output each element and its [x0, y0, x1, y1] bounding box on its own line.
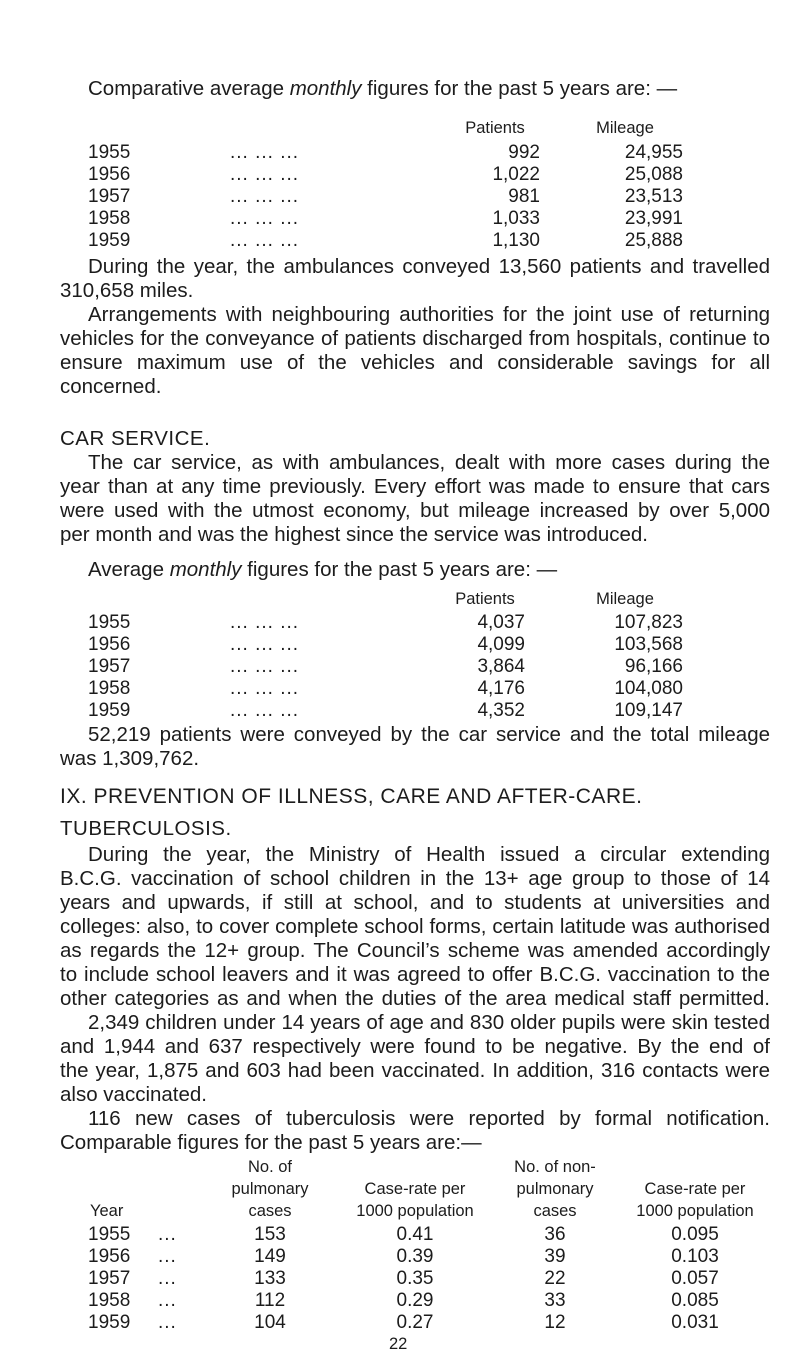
table-cell-rate: 0.031	[671, 1312, 719, 1333]
intro-emphasis: monthly	[169, 558, 242, 581]
paragraph-line: the year, 1,875 and 603 had been vaccinated. In addition, 316 contacts were	[60, 1059, 770, 1082]
paragraph-line: years and upwards, if still at school, and to students at universities and	[60, 891, 770, 914]
tuberculosis-heading: TUBERCULOSIS.	[60, 817, 232, 840]
table-cell-rate: 0.39	[396, 1246, 434, 1267]
table-cell-rate: 0.41	[396, 1224, 434, 1245]
header-non-pulmonary: cases	[533, 1202, 577, 1220]
table-cell-patients: 1,130	[492, 230, 540, 251]
header-case-rate: Case-rate per	[644, 1180, 746, 1198]
table-cell-non-pulmonary: 36	[544, 1224, 566, 1245]
leader-dots: ...	[158, 1268, 177, 1289]
paragraph-line: concerned.	[60, 375, 162, 398]
leader-dots: ... ... ...	[230, 700, 300, 721]
table-cell-year: 1958	[88, 1290, 131, 1311]
table-cell-patients: 3,864	[477, 656, 525, 677]
table-cell-mileage: 23,991	[624, 208, 683, 229]
paragraph-line: also vaccinated.	[60, 1083, 208, 1106]
table-cell-year: 1959	[88, 230, 131, 251]
table-cell-year: 1956	[88, 164, 131, 185]
paragraph-line: During the year, the ambulances conveyed 13,560 patients and travelled	[88, 255, 770, 278]
header-case-rate: Case-rate per	[364, 1180, 466, 1198]
table-cell-mileage: 96,166	[624, 656, 683, 677]
paragraph-line: During the year, the Ministry of Health issued a circular extending	[88, 843, 770, 866]
intro-emphasis: monthly	[289, 77, 362, 100]
header-pulmonary: No. of	[247, 1158, 293, 1176]
paragraph-line: year than at any time previously. Every effort was made to ensure that cars	[60, 475, 770, 498]
section-heading: IX. PREVENTION OF ILLNESS, CARE AND AFTER-CARE.	[60, 785, 643, 808]
table-cell-pulmonary: 112	[254, 1290, 286, 1311]
leader-dots: ... ... ...	[230, 142, 300, 163]
car-table-intro	[88, 558, 557, 582]
table-cell-pulmonary: 133	[254, 1268, 286, 1289]
ambulance-col-mileage: Mileage	[596, 119, 654, 137]
leader-dots: ...	[158, 1312, 177, 1333]
table-cell-patients: 1,022	[492, 164, 540, 185]
table-cell-pulmonary: 153	[254, 1224, 286, 1245]
table-cell-pulmonary: 149	[254, 1246, 286, 1267]
intro-text: Comparative average	[88, 77, 290, 100]
header-pulmonary: pulmonary	[231, 1180, 309, 1198]
paragraph-line: vehicles for the conveyance of patients discharged from hospitals, continue to	[60, 327, 770, 350]
leader-dots: ... ... ...	[230, 678, 300, 699]
leader-dots: ... ... ...	[230, 612, 300, 633]
car-col-patients: Patients	[455, 590, 515, 608]
intro-text: figures for the past 5 years are: —	[361, 77, 678, 100]
paragraph-line: Comparable figures for the past 5 years are:—	[60, 1131, 482, 1154]
table-cell-mileage: 109,147	[614, 700, 683, 721]
paragraph-line: ensure maximum use of the vehicles and considerable savings for all	[60, 351, 770, 374]
intro-text: Average	[88, 558, 170, 581]
table-cell-patients: 1,033	[492, 208, 540, 229]
leader-dots: ... ... ...	[230, 186, 300, 207]
table-cell-year: 1956	[88, 634, 131, 655]
paragraph-line: colleges: also, to cover complete school forms, certain latitude was authorised	[60, 915, 770, 938]
table-cell-non-pulmonary: 33	[544, 1290, 566, 1311]
table-cell-mileage: 25,888	[624, 230, 683, 251]
header-case-rate: 1000 population	[636, 1202, 754, 1220]
paragraph-line: to include school leavers and it was agreed to offer B.C.G. vaccination to the	[60, 963, 770, 986]
table-cell-year: 1957	[88, 186, 131, 207]
table-cell-rate: 0.35	[396, 1268, 434, 1289]
ambulance-table-intro	[88, 77, 677, 101]
leader-dots: ... ... ...	[230, 230, 300, 251]
table-cell-year: 1955	[88, 1224, 131, 1245]
table-cell-patients: 4,352	[477, 700, 525, 721]
paragraph-line: other categories as and when the duties of the area medical staff permitted.	[60, 987, 770, 1010]
table-cell-year: 1958	[88, 208, 131, 229]
paragraph-line: Arrangements with neighbouring authorities for the joint use of returning	[88, 303, 770, 326]
leader-dots: ... ... ...	[230, 634, 300, 655]
table-cell-mileage: 103,568	[614, 634, 683, 655]
leader-dots: ... ... ...	[230, 208, 300, 229]
leader-dots: ...	[158, 1246, 177, 1267]
header-non-pulmonary: pulmonary	[516, 1180, 594, 1198]
leader-dots: ... ... ...	[230, 164, 300, 185]
car-service-heading: CAR SERVICE.	[60, 427, 211, 450]
table-cell-non-pulmonary: 22	[544, 1268, 566, 1289]
paragraph-line: 2,349 children under 14 years of age and 830 older pupils were skin tested	[88, 1011, 770, 1034]
header-non-pulmonary: No. of non-	[514, 1158, 596, 1176]
leader-dots: ...	[158, 1224, 177, 1245]
table-cell-year: 1959	[88, 1312, 131, 1333]
leader-dots: ...	[158, 1290, 177, 1311]
paragraph-line: 116 new cases of tuberculosis were reported by formal notification.	[88, 1107, 770, 1130]
table-cell-rate: 0.085	[671, 1290, 719, 1311]
table-cell-rate: 0.27	[396, 1312, 434, 1333]
table-cell-mileage: 107,823	[614, 612, 683, 633]
table-cell-mileage: 104,080	[614, 678, 683, 699]
table-cell-rate: 0.057	[671, 1268, 719, 1289]
page-number: 22	[389, 1335, 408, 1353]
table-cell-patients: 4,176	[477, 678, 525, 699]
table-cell-patients: 4,037	[477, 612, 525, 633]
table-cell-year: 1957	[88, 1268, 131, 1289]
table-cell-mileage: 23,513	[624, 186, 683, 207]
table-cell-mileage: 24,955	[624, 142, 683, 163]
table-cell-rate: 0.103	[671, 1246, 719, 1267]
paragraph-line: The car service, as with ambulances, dealt with more cases during the	[88, 451, 770, 474]
table-cell-non-pulmonary: 12	[544, 1312, 566, 1333]
car-col-mileage: Mileage	[596, 590, 654, 608]
paragraph-line: 52,219 patients were conveyed by the car service and the total mileage	[88, 723, 770, 746]
paragraph-line: and 1,944 and 637 respectively were found to be negative. By the end of	[60, 1035, 770, 1058]
header-case-rate: 1000 population	[356, 1202, 474, 1220]
table-cell-year: 1959	[88, 700, 131, 721]
intro-text: figures for the past 5 years are: —	[241, 558, 558, 581]
paragraph-line: 310,658 miles.	[60, 279, 194, 302]
paragraph-line: per month and was the highest since the service was introduced.	[60, 523, 648, 546]
table-cell-rate: 0.095	[671, 1224, 719, 1245]
table-cell-year: 1958	[88, 678, 131, 699]
table-cell-year: 1955	[88, 612, 131, 633]
table-cell-rate: 0.29	[396, 1290, 434, 1311]
table-cell-year: 1957	[88, 656, 131, 677]
header-year: Year	[90, 1202, 124, 1220]
table-cell-patients: 4,099	[477, 634, 525, 655]
ambulance-col-patients: Patients	[465, 119, 525, 137]
paragraph-line: was 1,309,762.	[60, 747, 200, 770]
table-cell-year: 1955	[88, 142, 131, 163]
table-cell-patients: 992	[508, 142, 540, 163]
paragraph-line: B.C.G. vaccination of school children in the 13+ age group to those of 14	[60, 867, 770, 890]
table-cell-patients: 981	[508, 186, 540, 207]
table-cell-non-pulmonary: 39	[544, 1246, 566, 1267]
header-pulmonary: cases	[248, 1202, 292, 1220]
table-cell-year: 1956	[88, 1246, 131, 1267]
table-cell-pulmonary: 104	[254, 1312, 286, 1333]
paragraph-line: as regards the 12+ group. The Council’s scheme was amended accordingly	[60, 939, 770, 962]
paragraph-line: were used with the utmost economy, but mileage increased by over 5,000	[60, 499, 770, 522]
leader-dots: ... ... ...	[230, 656, 300, 677]
table-cell-mileage: 25,088	[624, 164, 683, 185]
